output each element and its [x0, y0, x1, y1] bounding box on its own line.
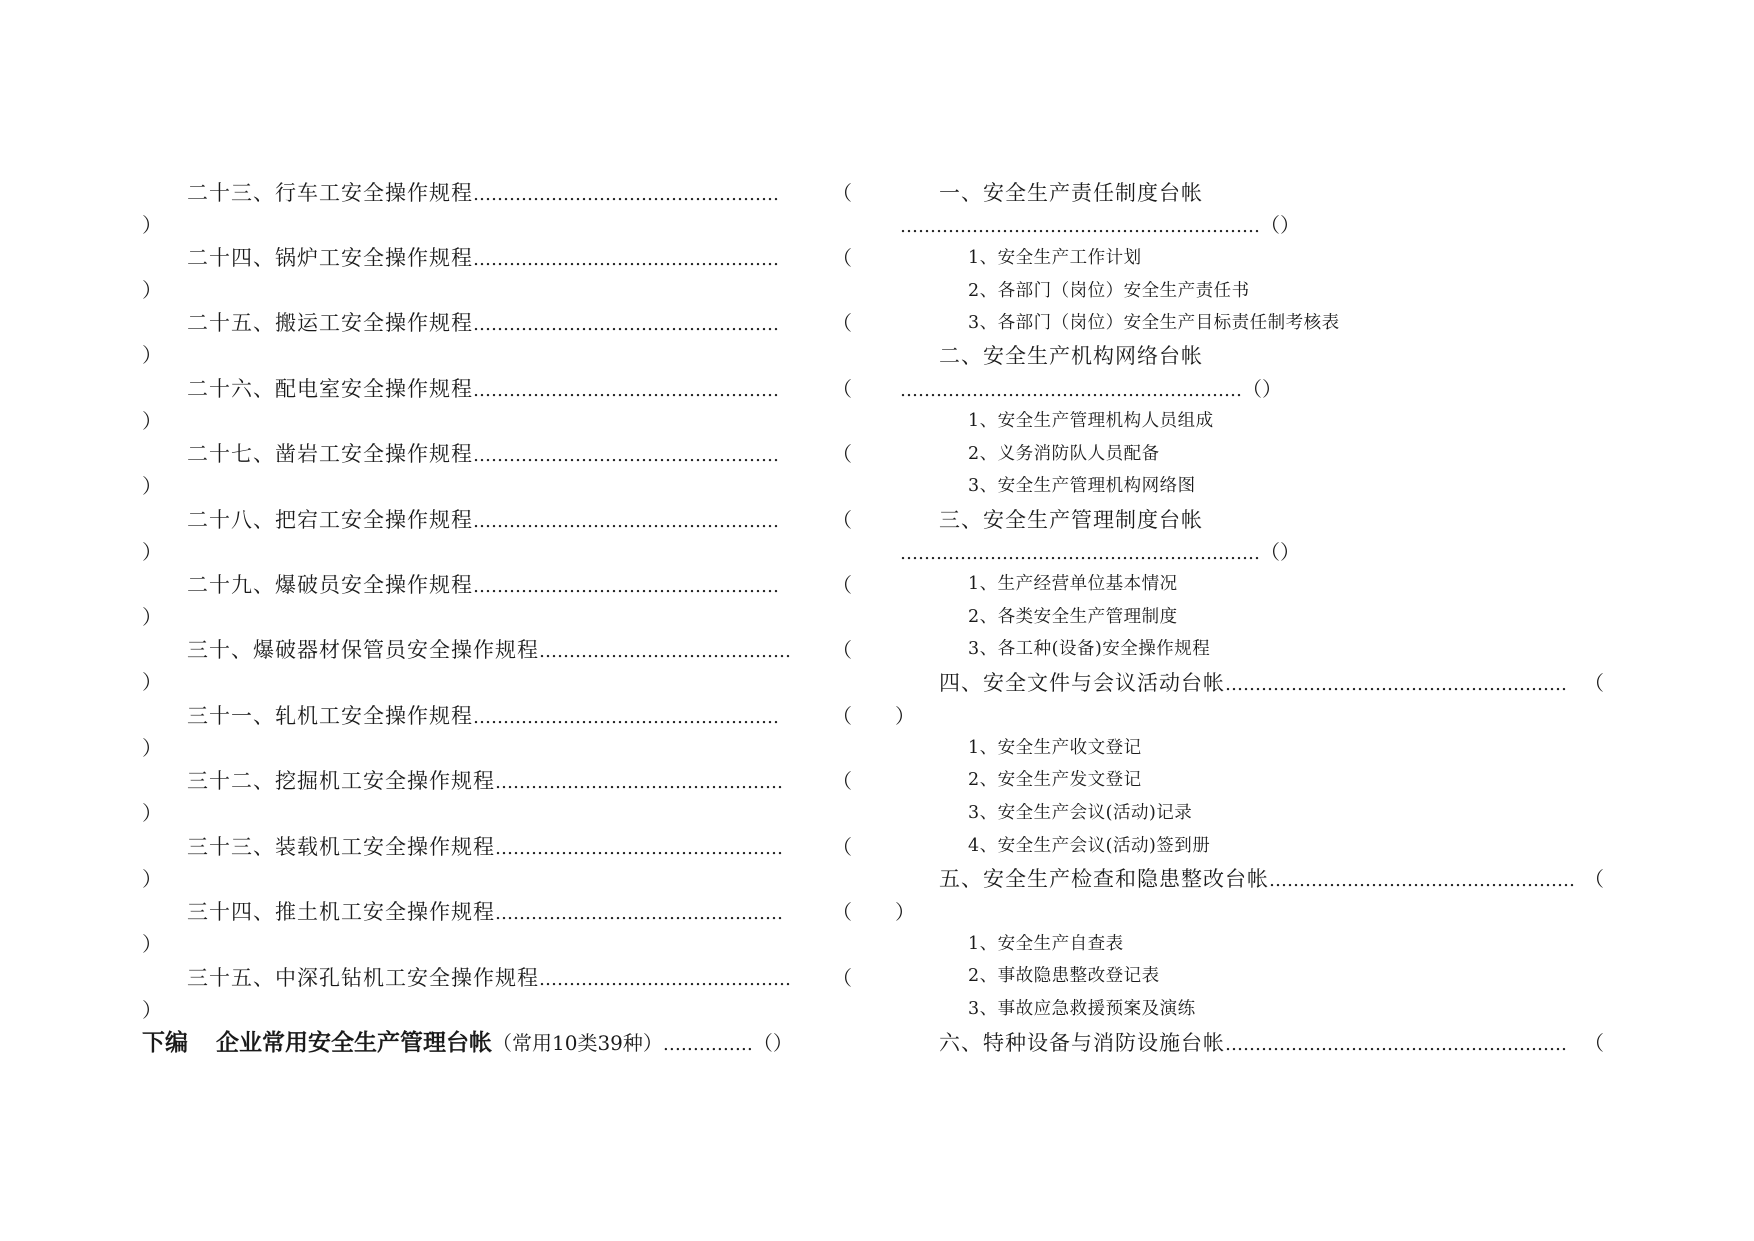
section-dots-line	[900, 215, 1300, 236]
page-paren-close: ）	[142, 867, 162, 891]
toc-entry-label: 三十一、轧机工安全操作规程	[187, 704, 473, 728]
page-paren: （）	[1242, 377, 1282, 401]
page-paren-open: （	[832, 442, 852, 466]
subitem[interactable]: 1、安全生产收文登记	[968, 738, 1142, 758]
subitem[interactable]: 3、各部门（岗位）安全生产目标责任制考核表	[968, 313, 1340, 333]
subitem[interactable]: 1、安全生产自查表	[968, 934, 1124, 954]
page-paren-open: （	[832, 181, 852, 205]
toc-entry-label: 三十四、推土机工安全操作规程	[187, 900, 495, 924]
leader-dots: ……………………………………………………	[900, 216, 1260, 237]
page-paren-open: （	[832, 377, 852, 401]
page-paren-open: （	[832, 311, 852, 335]
toc-entry-label: 三十、爆破器材保管员安全操作规程	[187, 638, 539, 662]
page-paren-close: ）	[142, 474, 162, 498]
subitem[interactable]: 2、事故隐患整改登记表	[968, 966, 1160, 986]
leader-dots: …………………………………………	[495, 772, 783, 793]
page-paren: （）	[1260, 213, 1300, 237]
leader-dots: ……………	[662, 1034, 753, 1055]
toc-entry-label: 三十三、装载机工安全操作规程	[187, 835, 495, 859]
subitem[interactable]: 3、安全生产管理机构网络图	[968, 476, 1196, 496]
leader-dots: ……………………………………	[539, 641, 791, 662]
section-heading: 五、安全生产检查和隐患整改台帐	[939, 867, 1269, 891]
leader-dots: ……………………………………………	[473, 707, 779, 728]
subitem[interactable]: 3、各工种(设备)安全操作规程	[968, 639, 1211, 659]
subitem[interactable]: 4、安全生产会议(活动)签到册	[968, 836, 1211, 856]
toc-entry-label: 二十九、爆破员安全操作规程	[187, 573, 473, 597]
page-paren-open: （	[1584, 867, 1604, 891]
toc-entry-25[interactable]	[187, 313, 779, 334]
page-paren-open: （	[832, 246, 852, 270]
leader-dots: …………………………………………	[495, 903, 783, 924]
subitem[interactable]: 1、安全生产管理机构人员组成	[968, 411, 1214, 431]
toc-entry-label: 三十五、中深孔钻机工安全操作规程	[187, 966, 539, 990]
section-dots-line	[900, 379, 1282, 400]
page-paren-close: ）	[142, 213, 162, 237]
page-paren-open: （	[832, 966, 852, 990]
part-title: 企业常用安全生产管理台帐	[216, 1030, 492, 1056]
subitem[interactable]: 1、安全生产工作计划	[968, 248, 1142, 268]
toc-entry-label: 二十四、锅炉工安全操作规程	[187, 246, 473, 270]
page-paren-close: ）	[142, 801, 162, 825]
subitem[interactable]: 2、各类安全生产管理制度	[968, 607, 1178, 627]
page-paren-close: ）	[142, 409, 162, 433]
toc-entry-26[interactable]	[187, 379, 779, 400]
leader-dots: ……………………………………………	[1269, 870, 1575, 891]
toc-entry-29[interactable]	[187, 575, 779, 596]
toc-entry-label: 二十三、行车工安全操作规程	[187, 181, 473, 205]
page-paren-open: （	[832, 835, 852, 859]
leader-dots: ……………………………………………	[473, 314, 779, 335]
page-paren-open: （	[1584, 1031, 1604, 1055]
leader-dots: ……………………………………………………	[900, 543, 1260, 564]
leader-dots: ……………………………………………	[473, 445, 779, 466]
section-dots-line	[900, 542, 1300, 563]
toc-entry-34[interactable]	[187, 902, 783, 923]
part-prefix: 下编	[142, 1030, 188, 1056]
page-paren-open: （	[832, 900, 852, 924]
toc-entry-35[interactable]	[187, 968, 791, 989]
toc-entry-label: 二十七、凿岩工安全操作规程	[187, 442, 473, 466]
page-paren-open: （	[832, 638, 852, 662]
section-heading: 六、特种设备与消防设施台帐	[939, 1031, 1225, 1055]
page-paren-close: ）	[142, 278, 162, 302]
subitem[interactable]: 2、义务消防队人员配备	[968, 444, 1160, 464]
leader-dots: ……………………………………………	[473, 511, 779, 532]
subitem[interactable]: 2、安全生产发文登记	[968, 770, 1142, 790]
page-paren-close: ）	[142, 540, 162, 564]
section-heading[interactable]: 三、安全生产管理制度台帐	[939, 508, 1203, 532]
leader-dots: ……………………………………………	[473, 380, 779, 401]
leader-dots: ……………………………………………	[473, 249, 779, 270]
page-paren-open: （	[832, 508, 852, 532]
leader-dots: ……………………………………………	[473, 184, 779, 205]
toc-entry-31[interactable]	[187, 706, 779, 727]
toc-entry-30[interactable]	[187, 640, 791, 661]
page-paren-open: （	[832, 573, 852, 597]
leader-dots: …………………………………………	[495, 838, 783, 859]
section-heading-inline[interactable]	[939, 673, 1567, 694]
page-paren-open: （	[1584, 671, 1604, 695]
subitem[interactable]: 1、生产经营单位基本情况	[968, 574, 1178, 594]
section-heading[interactable]: 二、安全生产机构网络台帐	[939, 344, 1203, 368]
leader-dots: …………………………………………………	[900, 380, 1242, 401]
toc-entry-24[interactable]	[187, 248, 779, 269]
toc-entry-32[interactable]	[187, 771, 783, 792]
page-paren-close: ）	[142, 736, 162, 760]
page-paren-open: （	[832, 704, 852, 728]
page-paren-close: ）	[895, 900, 915, 924]
leader-dots: …………………………………………………	[1225, 674, 1567, 695]
toc-entry-label: 三十二、挖掘机工安全操作规程	[187, 769, 495, 793]
subitem[interactable]: 3、事故应急救援预案及演练	[968, 999, 1196, 1019]
toc-entry-label: 二十六、配电室安全操作规程	[187, 377, 473, 401]
section-heading[interactable]: 一、安全生产责任制度台帐	[939, 181, 1203, 205]
toc-entry-23[interactable]	[187, 183, 779, 204]
leader-dots: ……………………………………………	[473, 576, 779, 597]
page-paren-close: ）	[142, 932, 162, 956]
leader-dots: …………………………………………………	[1225, 1034, 1567, 1055]
toc-entry-27[interactable]	[187, 444, 779, 465]
toc-entry-label: 二十八、把宕工安全操作规程	[187, 508, 473, 532]
page-paren: （）	[752, 1031, 793, 1055]
page-paren-open: （	[832, 769, 852, 793]
subitem[interactable]: 3、安全生产会议(活动)记录	[968, 803, 1193, 823]
section-heading: 四、安全文件与会议活动台帐	[939, 671, 1225, 695]
toc-entry-28[interactable]	[187, 510, 779, 531]
page-paren-close: ）	[895, 704, 915, 728]
toc-entry-33[interactable]	[187, 837, 783, 858]
toc-entry-label: 二十五、搬运工安全操作规程	[187, 311, 473, 335]
subitem[interactable]: 2、各部门（岗位）安全生产责任书	[968, 281, 1250, 301]
section-heading-inline[interactable]	[939, 869, 1575, 890]
page-paren-close: ）	[142, 998, 162, 1022]
page-paren-close: ）	[142, 670, 162, 694]
page-paren-close: ）	[142, 605, 162, 629]
section-heading-inline[interactable]	[939, 1033, 1567, 1054]
page-paren: （）	[1260, 540, 1300, 564]
page-paren-close: ）	[142, 343, 162, 367]
leader-dots: ……………………………………	[539, 969, 791, 990]
part-heading[interactable]	[142, 1032, 793, 1055]
part-note: （常用10类39种）	[492, 1031, 663, 1055]
